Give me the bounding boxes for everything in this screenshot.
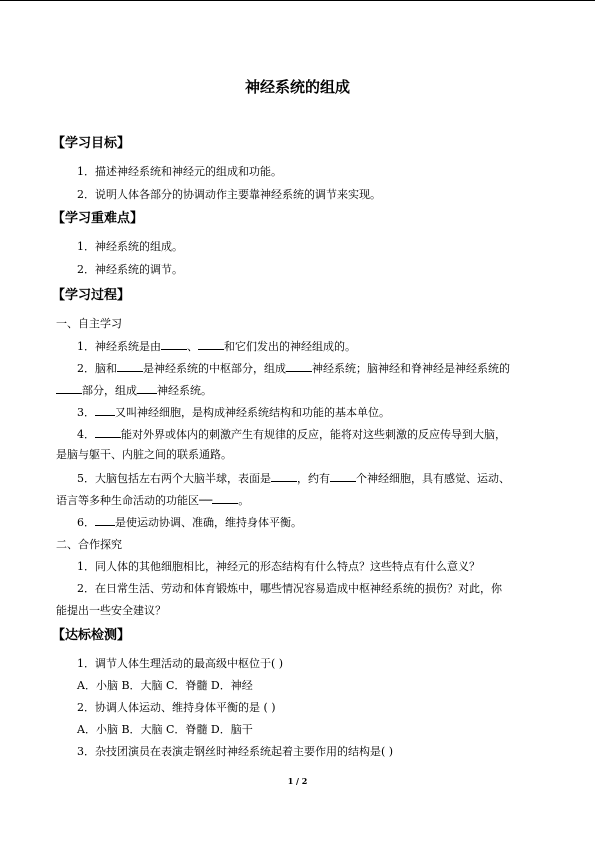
question-3: 3． 又叫神经细胞，是构成神经系统结构和功能的基本单位。 — [77, 406, 390, 419]
blank[interactable] — [95, 404, 115, 416]
test-2: 2．协调人体运动、维持身体平衡的是 ( ) — [77, 701, 276, 714]
question-6: 6． 是使运动协调、准确，维持身体平衡。 — [77, 516, 302, 529]
question-2-line-2: 部分，组成 神经系统。 — [56, 382, 212, 399]
blank[interactable] — [330, 470, 356, 482]
goal-2: 2．说明人体各部分的协调动作主要靠神经系统的调节来实现。 — [77, 188, 381, 201]
question-5-line-1: 5．大脑包括左右两个大脑半球，表面是 ，约有 个神经细胞，具有感觉、运动、 — [77, 472, 510, 485]
top-border — [0, 0, 595, 1]
section-goals-heading: 【学习目标】 — [52, 136, 131, 151]
question-4-line-2: 是脑与躯干、内脏之间的联系通路。 — [56, 448, 232, 461]
blank[interactable] — [286, 360, 312, 372]
blank[interactable] — [212, 492, 238, 504]
blank[interactable] — [161, 338, 187, 350]
blank[interactable] — [198, 338, 224, 350]
test-3: 3．杂技团演员在表演走钢丝时神经系统起着主要作用的结构是( ) — [77, 745, 394, 758]
key-1: 1．神经系统的组成。 — [77, 240, 183, 253]
inquiry-1: 1．同人体的其他细胞相比，神经元的形态结构有什么特点？这些特点有什么意义？ — [77, 560, 480, 573]
part-self-study: 一、自主学习 — [56, 317, 122, 330]
test-1: 1．调节人体生理活动的最高级中枢位于( ) — [77, 657, 284, 670]
blank[interactable] — [56, 382, 82, 394]
question-1: 1．神经系统是由 、 和它们发出的神经组成的。 — [77, 340, 356, 353]
question-2-line-1: 2．脑和 是神经系统的中枢部分，组成 神经系统；脑神经和脊神经是神经系统的 — [77, 362, 510, 375]
blank[interactable] — [95, 514, 115, 526]
goal-1: 1．描述神经系统和神经元的组成和功能。 — [77, 165, 282, 178]
section-test-heading: 【达标检测】 — [52, 628, 131, 643]
test-2-options: A．小脑 B．大脑 C．脊髓 D．脑干 — [77, 723, 253, 736]
blank[interactable] — [271, 470, 297, 482]
page-number: 1 / 2 — [287, 776, 308, 786]
question-5-line-2: 语言等多种生命活动的功能区── 。 — [56, 494, 250, 507]
test-1-options: A．小脑 B．大脑 C．脊髓 D．神经 — [77, 679, 253, 692]
key-2: 2．神经系统的调节。 — [77, 263, 183, 276]
page-title: 神经系统的组成 — [244, 78, 350, 96]
section-key-heading: 【学习重难点】 — [52, 211, 144, 226]
blank[interactable] — [137, 382, 157, 394]
inquiry-2-line-2: 能提出一些安全建议？ — [56, 604, 166, 617]
blank[interactable] — [117, 360, 143, 372]
inquiry-2-line-1: 2．在日常生活、劳动和体育锻炼中，哪些情况容易造成中枢神经系统的损伤？对此，你 — [77, 582, 502, 595]
question-4-line-1: 4． 能对外界或体内的刺激产生有规律的反应，能将对这些刺激的反应传导到大脑， — [77, 428, 506, 441]
blank[interactable] — [95, 426, 121, 438]
part-cooperative-inquiry: 二、合作探究 — [56, 538, 122, 551]
section-process-heading: 【学习过程】 — [52, 288, 131, 303]
